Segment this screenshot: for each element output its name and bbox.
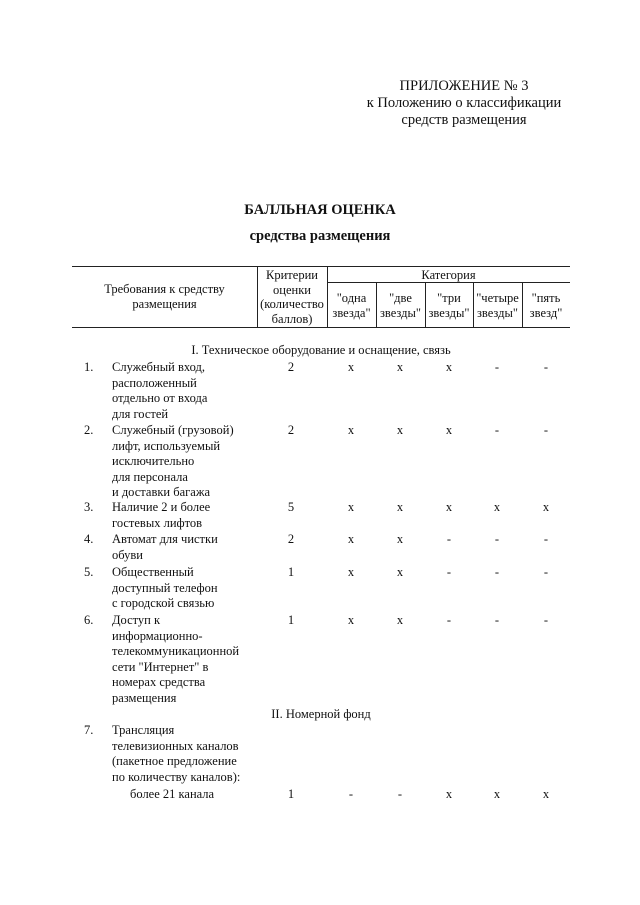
row-category-2: х: [396, 423, 404, 437]
row-category-2: х: [396, 500, 404, 514]
header-category: Категория: [421, 268, 476, 282]
row-points: 2: [287, 360, 295, 374]
row-points: 1: [287, 787, 295, 801]
row-requirement: Наличие 2 и более гостевых лифтов: [112, 500, 211, 530]
table-header-bottom-rule: [72, 327, 570, 328]
row-category-1: х: [347, 613, 355, 627]
row-subitem: более 21 канала: [130, 787, 215, 801]
row-category-4: -: [494, 532, 500, 546]
annex-number: ПРИЛОЖЕНИЕ № 3: [399, 78, 529, 94]
document-title: БАЛЛЬНАЯ ОЦЕНКА: [244, 202, 396, 218]
row-category-2: -: [397, 787, 403, 801]
annex-reference: к Положению о классификации: [366, 95, 562, 111]
row-category-4: х: [493, 500, 501, 514]
row-requirement: Общественный доступный телефон с городской связью: [112, 565, 218, 610]
row-category-5: -: [543, 423, 549, 437]
header-category-5: "пять звезд": [529, 291, 563, 320]
annex-header: [330, 78, 598, 129]
header-category-3: "три звезды": [428, 291, 470, 320]
header-requirements: Требования к средству размещения: [104, 282, 225, 311]
row-category-3: -: [446, 565, 452, 579]
header-criteria: Критерии оценки (количество баллов): [260, 268, 324, 326]
row-category-1: х: [347, 360, 355, 374]
section-heading: I. Техническое оборудование и оснащение, связь: [191, 343, 451, 357]
row-category-5: -: [543, 613, 549, 627]
row-category-3: -: [446, 532, 452, 546]
row-number: 2.: [84, 423, 94, 437]
row-category-2: х: [396, 532, 404, 546]
row-number: 3.: [84, 500, 94, 514]
row-requirement: Доступ к информационно- телекоммуникационной сети "Интернет" в номерах средства размещения: [112, 613, 240, 705]
row-category-5: -: [543, 532, 549, 546]
row-category-4: -: [494, 613, 500, 627]
row-category-1: х: [347, 565, 355, 579]
row-points: 2: [287, 423, 295, 437]
row-number: 4.: [84, 532, 94, 546]
row-category-5: -: [543, 565, 549, 579]
row-points: 1: [287, 565, 295, 579]
header-category-1: "одна звезда": [332, 291, 371, 320]
row-category-1: х: [347, 423, 355, 437]
table-top-rule: [72, 266, 570, 267]
row-requirement: Автомат для чистки обуви: [112, 532, 218, 562]
row-points: 1: [287, 613, 295, 627]
row-category-4: -: [494, 423, 500, 437]
row-number: 5.: [84, 565, 94, 579]
row-number: 7.: [84, 723, 94, 737]
annex-reference-cont: средств размещения: [401, 112, 527, 128]
row-category-5: -: [543, 360, 549, 374]
row-category-2: х: [396, 613, 404, 627]
row-category-3: -: [446, 613, 452, 627]
row-category-5: х: [542, 500, 550, 514]
row-category-4: х: [493, 787, 501, 801]
header-category-2: "две звезды": [379, 291, 422, 320]
row-category-3: х: [445, 787, 453, 801]
row-category-4: -: [494, 360, 500, 374]
row-category-2: х: [396, 565, 404, 579]
document-subtitle: средства размещения: [249, 228, 391, 244]
row-number: 1.: [84, 360, 94, 374]
header-category-4: "четыре звезды": [476, 291, 519, 320]
section-heading: II. Номерной фонд: [271, 707, 371, 721]
row-category-1: х: [347, 500, 355, 514]
row-category-3: х: [445, 423, 453, 437]
row-category-1: -: [348, 787, 354, 801]
row-requirement: Служебный вход, расположенный отдельно от входа для гостей: [112, 360, 208, 421]
row-category-3: х: [445, 500, 453, 514]
row-requirement: Трансляция телевизионных каналов (пакетное предложение по количеству каналов):: [112, 723, 241, 784]
row-category-1: х: [347, 532, 355, 546]
row-category-3: х: [445, 360, 453, 374]
row-category-4: -: [494, 565, 500, 579]
row-category-5: х: [542, 787, 550, 801]
row-requirement: Служебный (грузовой) лифт, используемый исключительно для персонала и доставки багажа: [112, 423, 234, 499]
row-points: 2: [287, 532, 295, 546]
row-points: 5: [287, 500, 295, 514]
row-number: 6.: [84, 613, 94, 627]
row-category-2: х: [396, 360, 404, 374]
